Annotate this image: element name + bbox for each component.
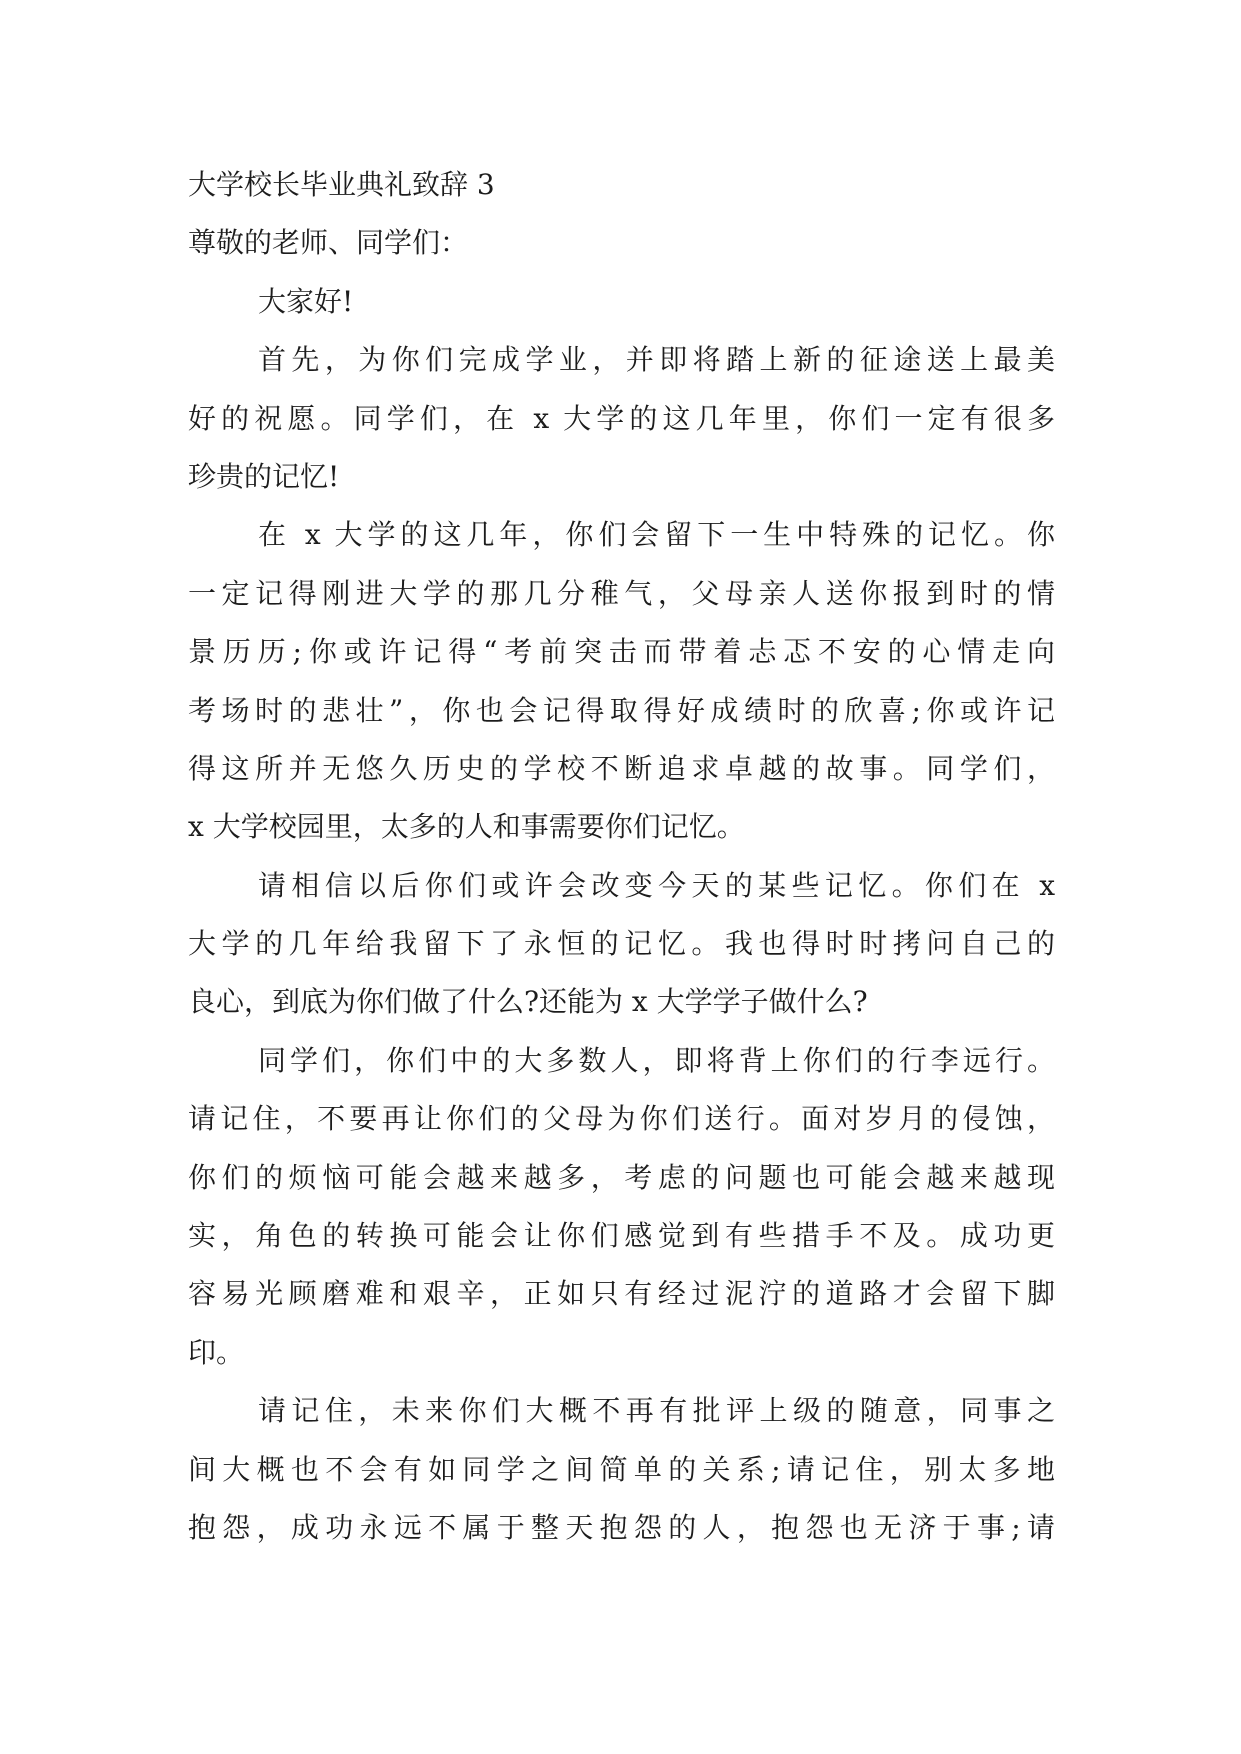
paragraph-advice	[188, 1032, 1055, 1382]
paragraph-line: 在 x 大学的这几年，你们会留下一生中特殊的记忆。你	[258, 518, 1055, 552]
paragraph-line: 请记住，不要再让你们的父母为你们送行。面对岁月的侵蚀，	[188, 1102, 1055, 1136]
paragraph-line: 你们的烦恼可能会越来越多，考虑的问题也可能会越来越现	[188, 1160, 1055, 1194]
paragraph-line: 好的祝愿。同学们，在 x 大学的这几年里，你们一定有很多	[188, 401, 1055, 435]
paragraph-line: 大学的几年给我留下了永恒的记忆。我也得时时拷问自己的	[188, 927, 1055, 961]
paragraph-line: 请记住，未来你们大概不再有批评上级的随意，同事之	[258, 1394, 1055, 1428]
paragraph-line: 良心，到底为你们做了什么?还能为 x 大学学子做什么?	[188, 985, 868, 1019]
paragraph-line: 首先，为你们完成学业，并即将踏上新的征途送上最美	[258, 343, 1055, 377]
paragraph-line: 考场时的悲壮”，你也会记得取得好成绩时的欣喜;你或许记	[188, 693, 1055, 727]
paragraph-greeting	[188, 273, 1055, 331]
paragraph-memories	[188, 506, 1055, 856]
paragraph-line: 得这所并无悠久历史的学校不断追求卓越的故事。同学们，	[188, 751, 1055, 785]
paragraph-line: 请相信以后你们或许会改变今天的某些记忆。你们在 x	[258, 868, 1055, 902]
paragraph-reflection	[188, 857, 1055, 1032]
paragraph-wishes	[188, 331, 1055, 506]
paragraph-line: 实，角色的转换可能会让你们感觉到有些措手不及。成功更	[188, 1219, 1055, 1253]
paragraph-line: 珍贵的记忆!	[188, 459, 340, 493]
document-body	[188, 156, 1055, 1557]
paragraph-line: 抱怨，成功永远不属于整天抱怨的人，抱怨也无济于事;请	[188, 1510, 1055, 1544]
salutation: 尊敬的老师、同学们：	[188, 226, 469, 260]
document-title: 大学校长毕业典礼致辞 3	[188, 168, 495, 201]
paragraph-line: 间大概也不会有如同学之间简单的关系;请记住，别太多地	[188, 1452, 1055, 1486]
paragraph-line: x 大学校园里，太多的人和事需要你们记忆。	[188, 810, 745, 844]
paragraph-line: 容易光顾磨难和艰辛，正如只有经过泥泞的道路才会留下脚	[188, 1277, 1055, 1311]
paragraph-line: 大家好!	[258, 284, 354, 318]
paragraph-line: 印。	[188, 1335, 245, 1369]
paragraph-line: 一定记得刚进大学的那几分稚气，父母亲人送你报到时的情	[188, 576, 1055, 610]
paragraph-line: 同学们，你们中的大多数人，即将背上你们的行李远行。	[258, 1043, 1055, 1077]
paragraph-line: 景历历;你或许记得“考前突击而带着忐忑不安的心情走向	[188, 635, 1055, 669]
paragraph-remember	[188, 1382, 1055, 1557]
